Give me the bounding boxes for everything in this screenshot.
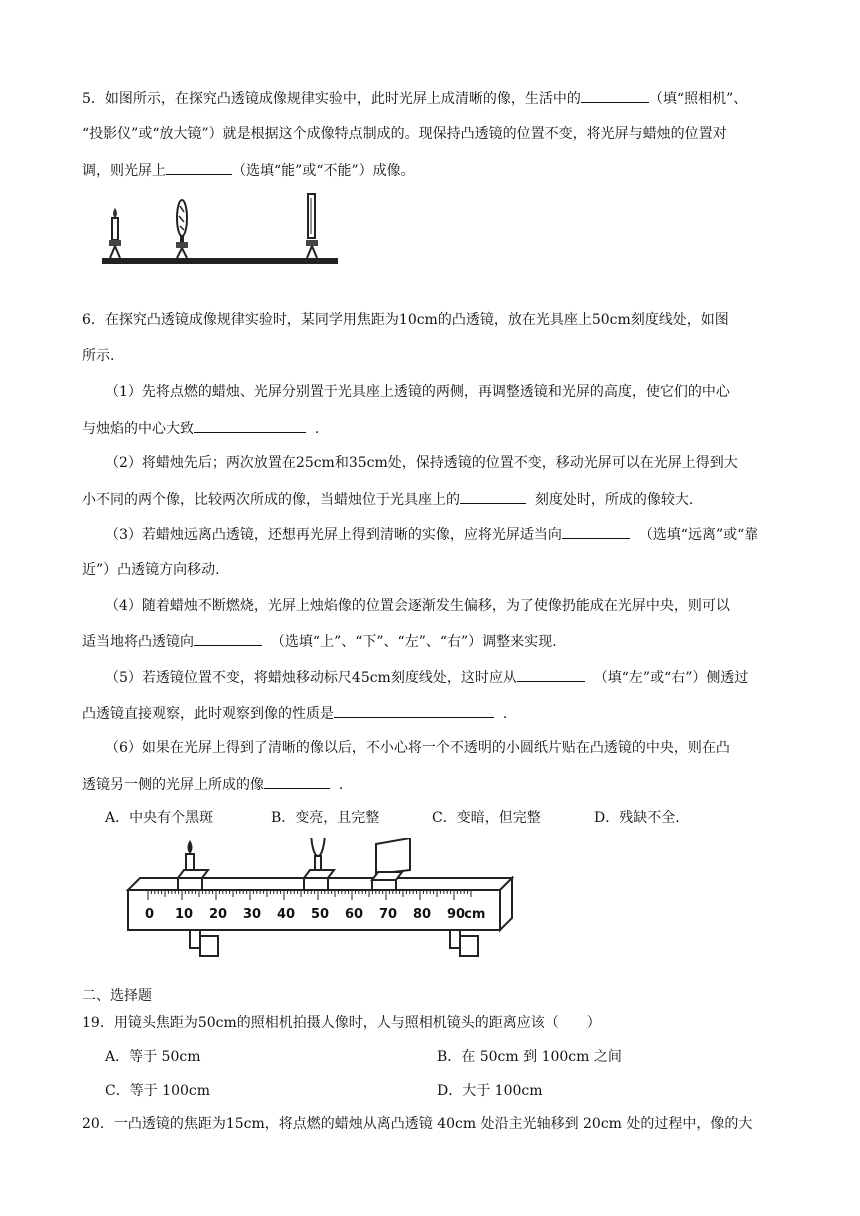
q6-part1-line-1: （1）先将点燃的蜡烛、光屏分别置于光具座上透镜的两侧，再调整透镜和光屏的高度，使它们的中心 xyxy=(105,384,730,400)
q6-part5-line-1: （5）若透镜位置不变，将蜡烛移动标尺45cm刻度线处，这时应从 （填“左”或“右”）侧透过 xyxy=(105,667,748,688)
section-title: 二、选择题 xyxy=(82,988,152,1004)
q5-line-1: 5．如图所示，在探究凸透镜成像规律实验中，此时光屏上成清晰的像，生活中的 （填“照相机”、 xyxy=(82,88,747,109)
ruler-label: 20 xyxy=(209,907,228,922)
q6-option-b[interactable]: B．变亮，且完整 xyxy=(271,810,380,826)
q6-blank-1[interactable] xyxy=(194,418,306,433)
ruler-label: 50 xyxy=(311,907,330,922)
q6-option-d[interactable]: D．残缺不全. xyxy=(594,810,680,826)
figure-optical-bench-scale xyxy=(120,838,520,968)
q6-part4-line-1: （4）随着蜡烛不断燃烧，光屏上烛焰像的位置会逐渐发生偏移，为了使像扔能成在光屏中央，则可以 xyxy=(105,598,730,614)
q19-stem: 19．用镜头焦距为50cm的照相机拍摄人像时，人与照相机镜头的距离应该（ ） xyxy=(82,1015,601,1031)
q20-stem: 20．一凸透镜的焦距为15cm，将点燃的蜡烛从离凸透镜 40cm 处沿主光轴移到 20cm 处的过程中，像的大 xyxy=(82,1116,753,1132)
q6-part5-line-2: 凸透镜直接观察，此时观察到像的性质是 . xyxy=(82,703,507,724)
q6-blank-4[interactable] xyxy=(194,631,262,646)
ruler-label: 30 xyxy=(243,907,262,922)
q6-part3-line-2: 近”）凸透镜方向移动. xyxy=(82,562,220,578)
q6-blank-7[interactable] xyxy=(264,774,330,789)
q5-blank-2[interactable] xyxy=(166,160,232,175)
figure-optical-bench-simple xyxy=(100,190,340,270)
q6-part2-line-1: （2）将蜡烛先后；两次放置在25cm和35cm处，保持透镜的位置不变，移动光屏可以在光屏上得到大 xyxy=(105,455,738,471)
q6-part4-line-2: 适当地将凸透镜向 （选填“上”、“下”、“左”、“右”）调整来实现. xyxy=(82,631,557,652)
q6-option-a[interactable]: A．中央有个黑斑 xyxy=(105,810,214,826)
screen-icon xyxy=(306,194,318,258)
q19-option-a[interactable]: A．等于 50cm xyxy=(105,1049,201,1065)
ruler-label: 90 xyxy=(447,907,466,922)
q6-blank-3[interactable] xyxy=(562,524,630,539)
ruler-label: 0 xyxy=(145,907,155,922)
q6-part3-line-1: （3）若蜡烛远离凸透镜，还想再光屏上得到清晰的实像，应将光屏适当向 （选填“远离”或“靠 xyxy=(105,524,758,545)
q6-part2-line-2: 小不同的两个像，比较两次所成的像，当蜡烛位于光具座上的 刻度处时，所成的像较大. xyxy=(82,489,693,510)
lens-icon xyxy=(176,200,188,258)
q6-line-2: 所示. xyxy=(82,348,115,364)
q6-blank-2[interactable] xyxy=(460,489,526,504)
ruler-label: 70 xyxy=(379,907,398,922)
ruler-label: 40 xyxy=(277,907,296,922)
q19-option-b[interactable]: B．在 50cm 到 100cm 之间 xyxy=(437,1049,622,1065)
q19-option-d[interactable]: D．大于 100cm xyxy=(437,1083,543,1099)
ruler-label: 80 xyxy=(413,907,432,922)
q5-blank-1[interactable] xyxy=(581,88,649,103)
q6-part1-line-2: 与烛焰的中心大致 . xyxy=(82,418,319,439)
q6-part6-line-2: 透镜另一侧的光屏上所成的像 . xyxy=(82,774,343,795)
q6-blank-6[interactable] xyxy=(334,703,494,718)
q5-line-3: 调，则光屏上 （选填“能”或“不能”）成像。 xyxy=(82,160,415,181)
ruler-label: 60 xyxy=(345,907,364,922)
q6-part6-line-1: （6）如果在光屏上得到了清晰的像以后，不小心将一个不透明的小圆纸片贴在凸透镜的中央，则在凸 xyxy=(105,740,730,756)
q19-option-c[interactable]: C．等于 100cm xyxy=(105,1083,210,1099)
q6-line-1: 6．在探究凸透镜成像规律实验时，某同学用焦距为10cm的凸透镜，放在光具座上50cm刻度线处，如图 xyxy=(82,312,729,328)
q5-line-2: “投影仪”或“放大镜”）就是根据这个成像特点制成的。现保持凸透镜的位置不变，将光屏与蜡烛的位置对 xyxy=(82,126,727,142)
ruler-label: cm xyxy=(464,907,486,922)
candle-icon xyxy=(109,208,121,258)
q6-blank-5[interactable] xyxy=(517,667,585,682)
ruler-label: 10 xyxy=(175,907,194,922)
q6-option-c[interactable]: C．变暗，但完整 xyxy=(432,810,541,826)
